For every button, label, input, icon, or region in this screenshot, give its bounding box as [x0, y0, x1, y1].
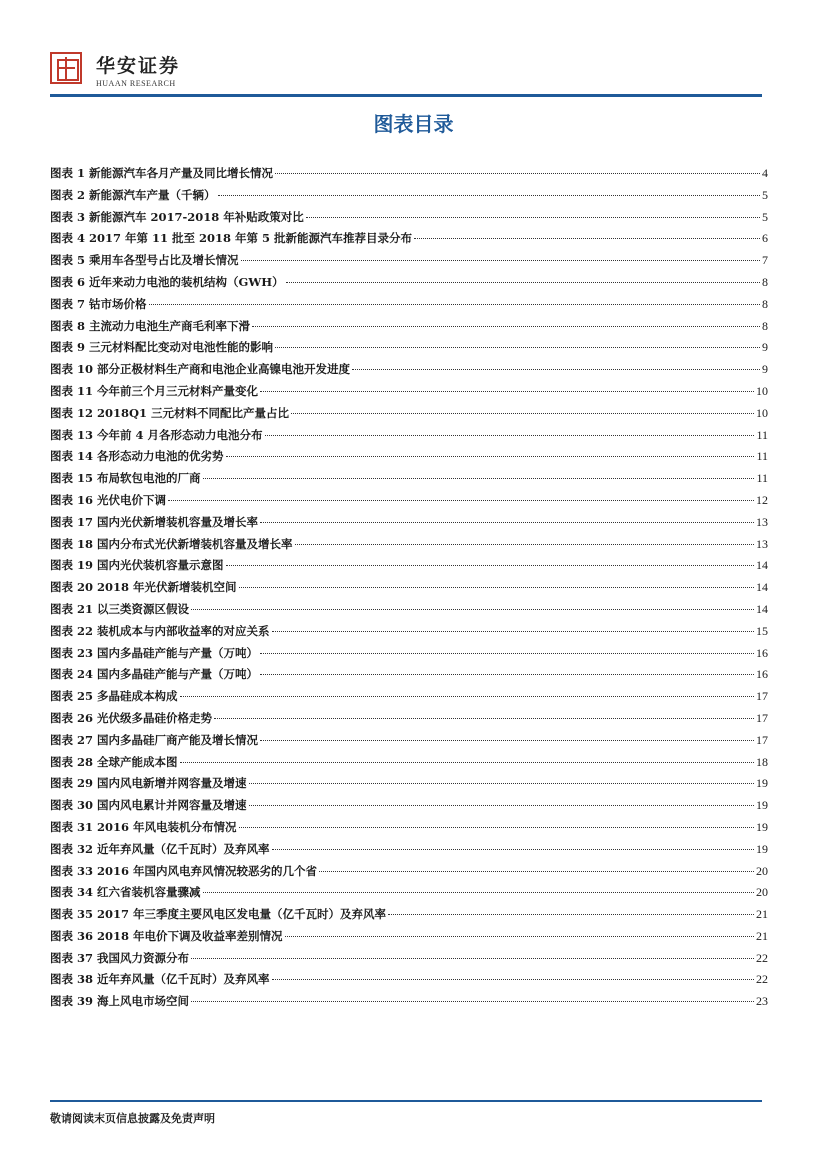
toc-entry-label: 图表 22 装机成本与内部收益率的对应关系	[50, 623, 270, 638]
toc-leader-dots	[149, 304, 760, 305]
toc-entry-label: 图表 13 今年前 4 月各形态动力电池分布	[50, 427, 263, 442]
toc-entry-page: 11	[756, 471, 768, 486]
toc-entry[interactable]	[50, 339, 768, 361]
toc-entry[interactable]	[50, 405, 768, 427]
toc-leader-dots	[214, 718, 754, 719]
toc-entry-label: 图表 38 近年弃风量（亿千瓦时）及弃风率	[50, 972, 270, 987]
toc-entry-label: 图表 10 部分正极材料生产商和电池企业高镍电池开发进度	[50, 362, 351, 377]
toc-entry-page: 14	[756, 580, 768, 595]
toc-entry-label: 图表 34 红六省装机容量骤减	[50, 885, 201, 900]
toc-entry[interactable]	[50, 928, 768, 950]
toc-entry-page: 7	[762, 253, 768, 268]
toc-entry[interactable]	[50, 492, 768, 514]
toc-entry[interactable]	[50, 209, 768, 231]
toc-leader-dots	[265, 435, 755, 436]
toc-entry-page: 16	[756, 645, 768, 660]
toc-entry-page: 15	[756, 623, 768, 638]
toc-entry-label: 图表 3 新能源汽车 2017-2018 年补贴政策对比	[50, 209, 304, 224]
toc-leader-dots	[272, 849, 754, 850]
toc-entry-label: 图表 18 国内分布式光伏新增装机容量及增长率	[50, 536, 293, 551]
toc-entry-label: 图表 12 2018Q1 三元材料不同配比产量占比	[50, 405, 290, 420]
toc-entry-page: 13	[756, 536, 768, 551]
toc-entry-page: 8	[762, 274, 768, 289]
toc-entry-label: 图表 31 2016 年风电装机分布情况	[50, 819, 237, 834]
toc-entry[interactable]	[50, 361, 768, 383]
toc-entry[interactable]	[50, 841, 768, 863]
toc-entry[interactable]	[50, 623, 768, 645]
toc-entry-page: 8	[762, 296, 768, 311]
toc-entry-page: 21	[756, 928, 768, 943]
toc-entry-label: 图表 36 2018 年电价下调及收益率差别情况	[50, 928, 283, 943]
toc-entry-label: 图表 15 布局软包电池的厂商	[50, 471, 201, 486]
toc-entry[interactable]	[50, 601, 768, 623]
toc-entry[interactable]	[50, 165, 768, 187]
toc-leader-dots	[286, 282, 760, 283]
toc-entry-label: 图表 16 光伏电价下调	[50, 492, 167, 507]
toc-entry[interactable]	[50, 732, 768, 754]
toc-entry[interactable]	[50, 754, 768, 776]
toc-entry-label: 图表 25 多晶硅成本构成	[50, 689, 178, 704]
toc-entry-page: 8	[762, 318, 768, 333]
toc-leader-dots	[239, 587, 754, 588]
toc-entry-label: 图表 17 国内光伏新增装机容量及增长率	[50, 514, 259, 529]
toc-entry[interactable]	[50, 187, 768, 209]
toc-entry-page: 22	[756, 972, 768, 987]
toc-leader-dots	[226, 565, 754, 566]
toc-entry[interactable]	[50, 645, 768, 667]
footer-divider	[50, 1100, 762, 1102]
toc-leader-dots	[180, 696, 754, 697]
toc-entry-page: 21	[756, 907, 768, 922]
toc-leader-dots	[168, 500, 754, 501]
toc-entry-label: 图表 11 今年前三个月三元材料产量变化	[50, 383, 259, 398]
toc-entry-page: 19	[756, 841, 768, 856]
toc-entry-label: 图表 21 以三类资源区假设	[50, 601, 190, 616]
toc-leader-dots	[249, 805, 754, 806]
toc-entry[interactable]	[50, 906, 768, 928]
toc-leader-dots	[352, 369, 760, 370]
brand-name: 华安证券	[96, 55, 181, 77]
page-header	[0, 0, 827, 100]
toc-entry[interactable]	[50, 993, 768, 1015]
toc-entry-page: 19	[756, 819, 768, 834]
toc-entry-label: 图表 29 国内风电新增并网容量及增速	[50, 776, 247, 791]
toc-entry-label: 图表 37 我国风力资源分布	[50, 950, 190, 965]
toc-entry[interactable]	[50, 470, 768, 492]
toc-entry-label: 图表 35 2017 年三季度主要风电区发电量（亿千瓦时）及弃风率	[50, 907, 387, 922]
toc-entry-page: 19	[756, 798, 768, 813]
toc-entry[interactable]	[50, 318, 768, 340]
toc-entry[interactable]	[50, 971, 768, 993]
toc-entry-label: 图表 27 国内多晶硅厂商产能及增长情况	[50, 732, 259, 747]
toc-leader-dots	[291, 413, 754, 414]
toc-entry[interactable]	[50, 819, 768, 841]
toc-leader-dots	[239, 827, 754, 828]
toc-entry-page: 10	[756, 405, 768, 420]
toc-entry-page: 9	[762, 362, 768, 377]
toc-entry[interactable]	[50, 863, 768, 885]
toc-leader-dots	[241, 260, 760, 261]
toc-list	[50, 165, 768, 1015]
toc-entry[interactable]	[50, 884, 768, 906]
toc-leader-dots	[249, 783, 754, 784]
toc-entry-page: 16	[756, 667, 768, 682]
toc-entry-page: 20	[756, 885, 768, 900]
toc-entry[interactable]	[50, 688, 768, 710]
toc-entry-label: 图表 30 国内风电累计并网容量及增速	[50, 798, 247, 813]
toc-entry-page: 20	[756, 863, 768, 878]
toc-leader-dots	[260, 391, 754, 392]
toc-leader-dots	[252, 326, 760, 327]
toc-entry[interactable]	[50, 536, 768, 558]
toc-leader-dots	[285, 936, 754, 937]
toc-leader-dots	[260, 522, 754, 523]
toc-entry-page: 23	[756, 994, 768, 1009]
toc-entry-label: 图表 33 2016 年国内风电弃风情况较恶劣的几个省	[50, 863, 318, 878]
toc-leader-dots	[295, 544, 754, 545]
toc-entry-label: 图表 6 近年来动力电池的装机结构（GWH）	[50, 274, 284, 289]
toc-entry-label: 图表 7 钴市场价格	[50, 296, 147, 311]
toc-entry-label: 图表 19 国内光伏装机容量示意图	[50, 558, 224, 573]
toc-entry-label: 图表 9 三元材料配比变动对电池性能的影响	[50, 340, 274, 355]
toc-entry[interactable]	[50, 274, 768, 296]
toc-leader-dots	[260, 674, 754, 675]
toc-entry-page: 14	[756, 558, 768, 573]
toc-leader-dots	[388, 914, 754, 915]
toc-entry[interactable]	[50, 296, 768, 318]
toc-entry-page: 22	[756, 950, 768, 965]
toc-leader-dots	[203, 478, 755, 479]
toc-entry-label: 图表 24 国内多晶硅产能与产量（万吨）	[50, 667, 259, 682]
toc-entry[interactable]	[50, 252, 768, 274]
toc-entry-page: 18	[756, 754, 768, 769]
toc-entry[interactable]	[50, 230, 768, 252]
toc-entry-label: 图表 1 新能源汽车各月产量及同比增长情况	[50, 166, 274, 180]
header-divider	[50, 94, 762, 97]
toc-entry-page: 13	[756, 514, 768, 529]
toc-entry-page: 17	[756, 710, 768, 725]
toc-entry-page: 17	[756, 732, 768, 747]
brand-subtitle: HUAAN RESEARCH	[96, 79, 176, 88]
toc-entry-page: 9	[762, 340, 768, 355]
toc-entry-label: 图表 28 全球产能成本图	[50, 754, 178, 769]
footer-disclaimer: 敬请阅读末页信息披露及免责声明	[50, 1112, 215, 1125]
toc-entry[interactable]	[50, 579, 768, 601]
toc-entry[interactable]	[50, 514, 768, 536]
toc-entry-page: 14	[756, 601, 768, 616]
toc-entry-label: 图表 4 2017 年第 11 批至 2018 年第 5 批新能源汽车推荐目录分布	[50, 231, 413, 246]
toc-leader-dots	[275, 173, 760, 174]
toc-entry-label: 图表 5 乘用车各型号占比及增长情况	[50, 253, 239, 268]
toc-leader-dots	[272, 979, 754, 980]
toc-entry[interactable]	[50, 710, 768, 732]
toc-entry[interactable]	[50, 797, 768, 819]
toc-title: 图表目录	[373, 112, 454, 136]
toc-leader-dots	[218, 195, 760, 196]
toc-entry-label: 图表 32 近年弃风量（亿千瓦时）及弃风率	[50, 841, 270, 856]
toc-entry[interactable]	[50, 775, 768, 797]
toc-leader-dots	[226, 456, 755, 457]
toc-entry-label: 图表 26 光伏级多晶硅价格走势	[50, 710, 213, 725]
toc-leader-dots	[180, 762, 754, 763]
toc-entry-label: 图表 39 海上风电市场空间	[50, 994, 190, 1009]
toc-leader-dots	[414, 238, 760, 239]
toc-leader-dots	[260, 740, 754, 741]
toc-entry[interactable]	[50, 427, 768, 449]
toc-entry-page: 11	[756, 427, 768, 442]
toc-entry[interactable]	[50, 557, 768, 579]
toc-entry-page: 10	[756, 383, 768, 398]
toc-entry-label: 图表 8 主流动力电池生产商毛利率下滑	[50, 318, 251, 333]
toc-leader-dots	[319, 871, 754, 872]
toc-entry-page: 5	[762, 187, 768, 202]
company-logo-icon	[50, 52, 82, 84]
toc-entry-label: 图表 2 新能源汽车产量（千辆）	[50, 187, 216, 202]
toc-entry-label: 图表 14 各形态动力电池的优劣势	[50, 449, 224, 464]
toc-entry-page: 4	[762, 166, 768, 180]
toc-leader-dots	[272, 631, 754, 632]
toc-entry-label: 图表 20 2018 年光伏新增装机空间	[50, 580, 237, 595]
toc-entry-page: 5	[762, 209, 768, 224]
toc-entry[interactable]	[50, 383, 768, 405]
toc-entry-page: 17	[756, 689, 768, 704]
toc-entry-page: 19	[756, 776, 768, 791]
toc-entry-label: 图表 23 国内多晶硅产能与产量（万吨）	[50, 645, 259, 660]
toc-entry-page: 11	[756, 449, 768, 464]
toc-leader-dots	[191, 609, 754, 610]
toc-leader-dots	[191, 958, 754, 959]
toc-entry-page: 6	[762, 231, 768, 246]
toc-leader-dots	[203, 892, 754, 893]
toc-entry[interactable]	[50, 666, 768, 688]
toc-leader-dots	[191, 1001, 754, 1002]
toc-leader-dots	[260, 653, 754, 654]
toc-leader-dots	[306, 217, 760, 218]
toc-entry-page: 12	[756, 492, 768, 507]
toc-entry[interactable]	[50, 448, 768, 470]
toc-leader-dots	[275, 347, 760, 348]
toc-entry[interactable]	[50, 950, 768, 972]
